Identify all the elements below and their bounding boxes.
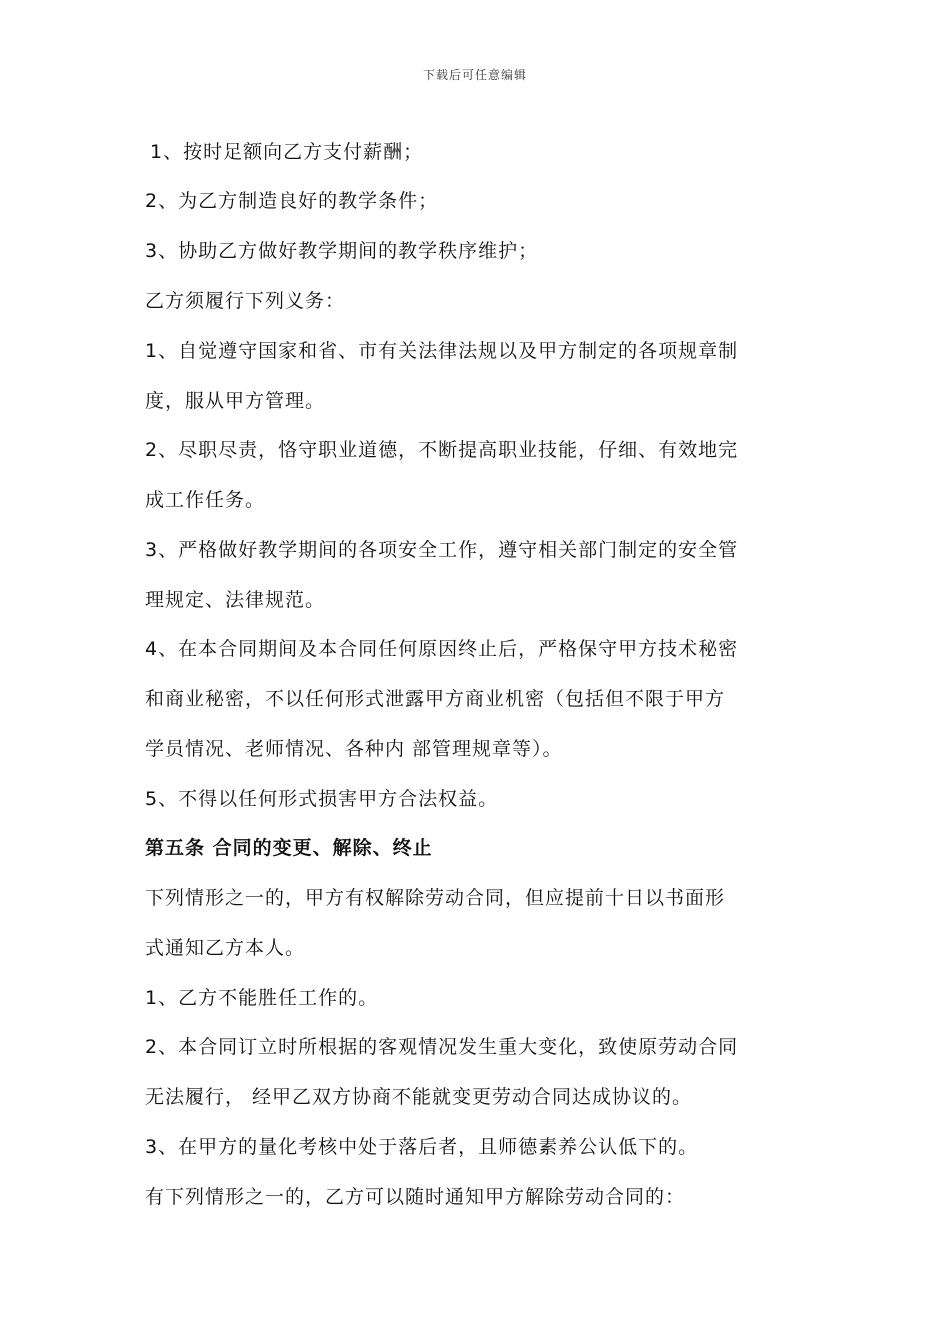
duty-party-b-4-line-2: 和商业秘密，不以任何形式泄露甲方商业机密（包括但不限于甲方 bbox=[145, 688, 726, 710]
duty-party-a-2: 2、为乙方制造良好的教学条件； bbox=[145, 190, 439, 212]
duty-party-b-4-line-1: 4、在本合同期间及本合同任何原因终止后，严格保守甲方技术秘密 bbox=[145, 638, 739, 660]
duty-party-b-5: 5、不得以任何形式损害甲方合法权益。 bbox=[145, 788, 499, 810]
duty-party-b-3-line-1: 3、严格做好教学期间的各项安全工作，遵守相关部门制定的安全管 bbox=[145, 539, 739, 561]
duty-party-b-2-line-2: 成工作任务。 bbox=[145, 489, 266, 511]
termination-case-3: 3、在甲方的量化考核中处于落后者，且师德素养公认低下的。 bbox=[145, 1136, 699, 1158]
duty-party-b-1-line-1: 1、自觉遵守国家和省、市有关法律法规以及甲方制定的各项规章制 bbox=[145, 340, 739, 362]
termination-case-1: 1、乙方不能胜任工作的。 bbox=[145, 987, 379, 1009]
duty-party-b-4-line-3: 学员情况、老师情况、各种内 部管理规章等）。 bbox=[145, 738, 563, 760]
duty-party-b-2-line-1: 2、尽职尽责，恪守职业道德，不断提高职业技能，仔细、有效地完 bbox=[145, 439, 739, 461]
termination-case-2-line-2: 无法履行， 经甲乙双方协商不能就变更劳动合同达成协议的。 bbox=[145, 1086, 693, 1108]
duty-party-b-3-line-2: 理规定、法律规范。 bbox=[145, 589, 326, 611]
termination-by-a-intro-line-2: 式通知乙方本人。 bbox=[145, 937, 306, 959]
termination-by-b-intro: 有下列情形之一的，乙方可以随时通知甲方解除劳动合同的： bbox=[145, 1186, 686, 1208]
party-b-duties-intro: 乙方须履行下列义务： bbox=[145, 290, 346, 312]
termination-by-a-intro-line-1: 下列情形之一的，甲方有权解除劳动合同，但应提前十日以书面形 bbox=[145, 887, 726, 909]
page-header: 下载后可任意编辑 bbox=[422, 68, 527, 82]
duty-party-a-1: 1、按时足额向乙方支付薪酬； bbox=[150, 141, 424, 163]
termination-case-2-line-1: 2、本合同订立时所根据的客观情况发生重大变化，致使原劳动合同 bbox=[145, 1036, 739, 1058]
section-five-heading: 第五条 合同的变更、解除、终止 bbox=[145, 837, 433, 859]
duty-party-b-1-line-2: 度，服从甲方管理。 bbox=[145, 390, 326, 412]
duty-party-a-3: 3、协助乙方做好教学期间的教学秩序维护； bbox=[145, 240, 539, 262]
